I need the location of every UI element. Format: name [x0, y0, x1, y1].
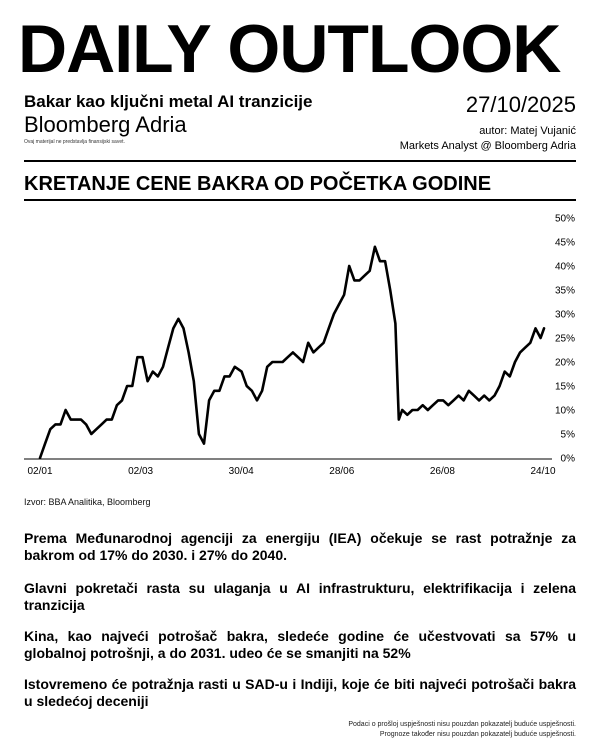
footer-disclaimer-2: Prognoze također nisu pouzdan pokazatelj buduće uspješnosti.: [379, 731, 576, 738]
report-subtitle: Bakar kao ključni metal AI tranzicije: [24, 92, 313, 111]
x-tick-label: 26/08: [429, 466, 455, 477]
y-tick-label: 35%: [554, 285, 575, 297]
chart-source: Izvor: BBA Analitika, Bloomberg: [24, 497, 151, 507]
y-tick-label: 25%: [554, 333, 575, 345]
x-tick-label: 02/01: [27, 466, 53, 477]
section-divider-bottom: [24, 199, 576, 201]
x-tick-label: 02/03: [128, 466, 154, 477]
y-tick-label: 30%: [554, 309, 575, 321]
section-title: KRETANJE CENE BAKRA OD POČETKA GODINE: [24, 173, 492, 195]
author-role: Markets Analyst @ Bloomberg Adria: [399, 140, 576, 152]
y-tick-label: 5%: [560, 429, 575, 441]
report-date: 27/10/2025: [465, 92, 576, 117]
y-tick-label: 15%: [554, 381, 575, 393]
y-tick-label: 40%: [554, 261, 575, 273]
x-tick-label: 30/04: [228, 466, 254, 477]
paragraph-1: Prema Međunarodnoj agenciji za energiju (IEA) očekuje se rast potražnje za bakrom od 17% do 2030. i 27% do 2040.: [24, 530, 576, 563]
masthead-title: DAILY OUTLOOK: [18, 11, 561, 87]
copper-price-chart: [0, 205, 600, 480]
y-tick-label: 50%: [554, 213, 575, 225]
copper-price-series-line: [40, 247, 544, 458]
y-tick-label: 20%: [554, 357, 575, 369]
brand-name: Bloomberg Adria: [24, 112, 187, 137]
paragraph-3: Kina, kao najveći potrošač bakra, sledeće godine će učestvovati sa 57% u globalnoj potrošnji, a do 2031. udeo će se smanjiti na 52%: [24, 628, 576, 661]
x-tick-label: 28/06: [329, 466, 355, 477]
disclaimer-text: Ovaj materijal ne predstavlja finansijski savet.: [24, 139, 125, 145]
y-tick-label: 45%: [554, 237, 575, 249]
x-tick-label: 24/10: [530, 466, 556, 477]
author-name: autor: Matej Vujanić: [479, 125, 576, 137]
paragraph-4: Istovremeno će potražnja rasti u SAD-u i Indiji, koje će biti najveći potrošači bakra u sledećoj deceniji: [24, 676, 576, 709]
y-tick-label: 10%: [554, 405, 575, 417]
y-tick-label: 0%: [560, 453, 575, 465]
section-divider-top: [24, 160, 576, 162]
paragraph-2: Glavni pokretači rasta su ulaganja u AI infrastrukturu, elektrifikacija i zelena tranzicija: [24, 580, 576, 613]
footer-disclaimer-1: Podaci o prošloj uspješnosti nisu pouzdan pokazatelj buduće uspješnosti.: [348, 721, 576, 728]
